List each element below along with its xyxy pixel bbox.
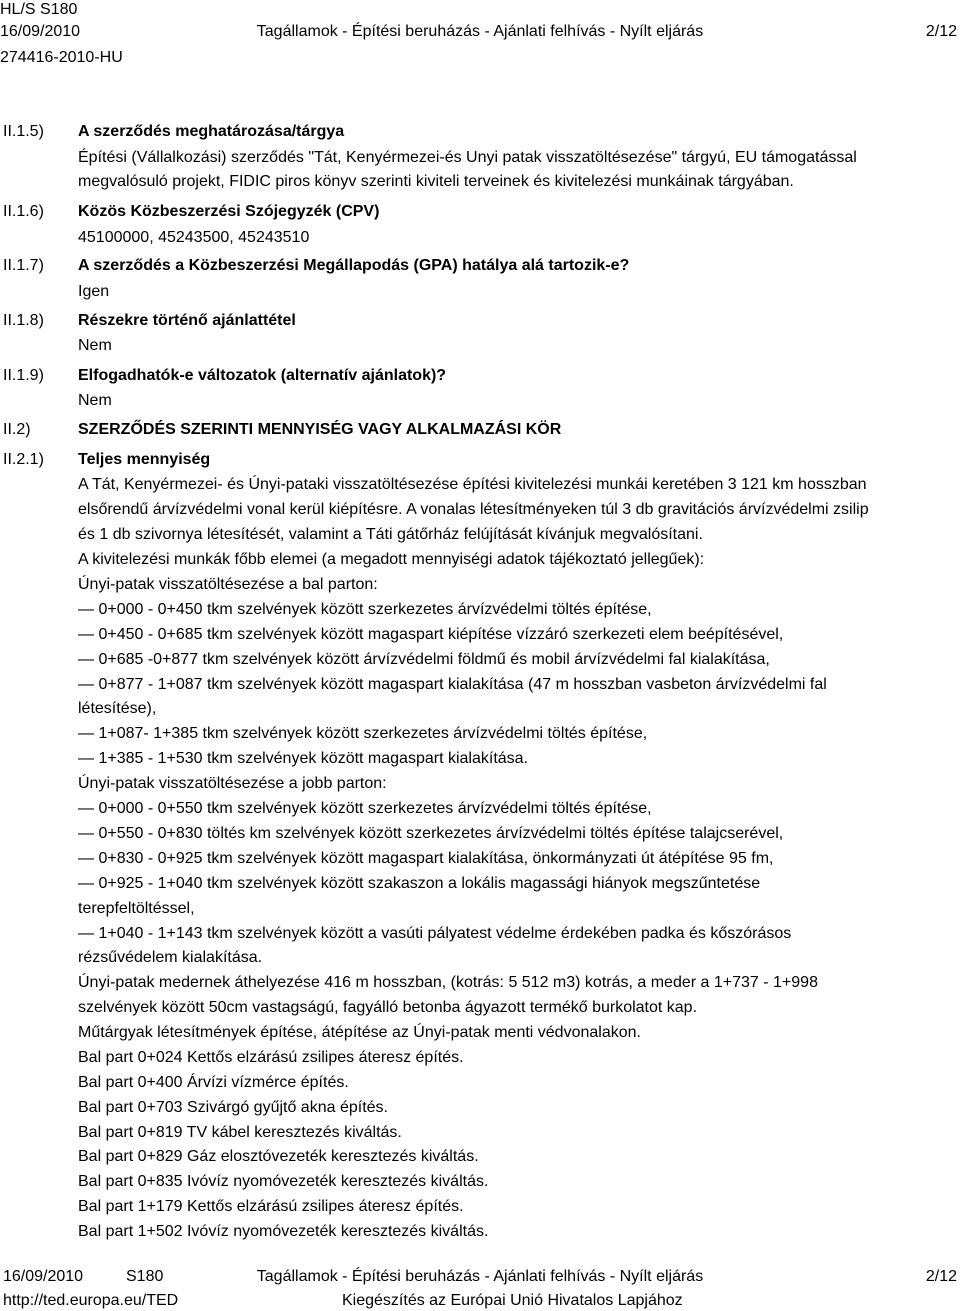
contract-subject-text: Építési (Vállalkozási) szerződés "Tát, Kenyérmezei-és Unyi patak visszatöltésezése" tárgyú, EU támogatással (78, 149, 857, 166)
header-page: 2/12 (925, 23, 957, 40)
section-number-ii-1-7: II.1.7) (3, 257, 44, 274)
text-line: létesítése), (78, 700, 157, 717)
section-number-ii-1-9: II.1.9) (3, 367, 44, 384)
text-line: Bal part 0+703 Szivárgó gyűjtő akna építés. (78, 1099, 388, 1116)
section-number-ii-1-5: II.1.5) (3, 123, 44, 140)
text-line: Bal part 0+819 TV kábel keresztezés kiváltás. (78, 1124, 402, 1141)
text-line: — 0+877 - 1+087 tkm szelvények között magaspart kialakítása (47 m hosszban vasbeton árvízvédelmi fal (78, 676, 827, 693)
text-line: A Tát, Kenyérmezei- és Únyi-pataki visszatöltésezése építési kivitelezési munkái keretében 3 121 km hosszban (78, 476, 867, 493)
section-number-ii-1-8: II.1.8) (3, 312, 44, 329)
text-line: Bal part 0+835 Ivóvíz nyomóvezeték keresztezés kiváltás. (78, 1173, 489, 1190)
header-doc-id: 274416-2010-HU (0, 49, 123, 66)
contract-subject-heading: A szerződés meghatározása/tárgya (78, 123, 345, 140)
cpv-heading: Közös Közbeszerzési Szójegyzék (CPV) (78, 203, 380, 220)
footer-date: 16/09/2010 (3, 1268, 84, 1285)
header-date: 16/09/2010 (0, 23, 81, 40)
text-line: Únyi-patak visszatöltésezése a bal parton: (78, 576, 378, 593)
text-line: — 0+000 - 0+550 tkm szelvények között szerkezetes árvízvédelmi töltés építése, (78, 800, 652, 817)
total-quantity-heading: Teljes mennyiség (78, 451, 211, 468)
text-line: Únyi-patak medernek áthelyezése 416 m hosszban, (kotrás: 5 512 m3) kotrás, a meder a 1+737 - 1+998 (78, 974, 818, 991)
quantity-scope-heading: SZERZŐDÉS SZERINTI MENNYISÉG VAGY ALKALMAZÁSI KÖR (78, 421, 562, 438)
text-line: — 0+000 - 0+450 tkm szelvények között szerkezetes árvízvédelmi töltés építése, (78, 601, 652, 618)
text-line: — 0+830 - 0+925 tkm szelvények között magaspart kialakítása, önkormányzati út átépítése 95 fm, (78, 850, 774, 867)
text-line: — 1+087- 1+385 tkm szelvények között szerkezetes árvízvédelmi töltés építése, (78, 725, 648, 742)
text-line: szelvények között 50cm vastagságú, fagyálló betonba ágyazott termékő burkolatot kap. (78, 999, 698, 1016)
text-line: A kivitelezési munkák főbb elemei (a megadott mennyiségi adatok tájékoztató jellegűek): (78, 551, 705, 568)
text-line: — 1+040 - 1+143 tkm szelvények között a vasúti pályatest védelme érdekében padka és kőszórásos (78, 925, 792, 942)
section-number-ii-2: II.2) (3, 421, 31, 438)
header-title: Tagállamok - Építési beruházás - Ajánlati felhívás - Nyílt eljárás (256, 23, 704, 40)
footer-title: Tagállamok - Építési beruházás - Ajánlati felhívás - Nyílt eljárás (256, 1268, 704, 1285)
contract-subject-text: megvalósuló projekt, FIDIC piros könyv szerinti kiviteli terveinek és kivitelezési munkáinak tárgyában. (78, 173, 794, 190)
text-line: — 0+550 - 0+830 töltés km szelvények között szerkezetes árvízvédelmi töltés építése talajcserével, (78, 825, 784, 842)
gpa-value: Igen (78, 283, 110, 300)
variants-value: Nem (78, 392, 112, 409)
variants-heading: Elfogadhatók-e változatok (alternatív ajánlatok)? (78, 367, 447, 384)
section-number-ii-1-6: II.1.6) (3, 203, 44, 220)
text-line: rézsűvédelem kialakítása. (78, 949, 263, 966)
footer-url[interactable]: http://ted.europa.eu/TED (3, 1292, 179, 1309)
section-number-ii-2-1: II.2.1) (3, 451, 44, 468)
footer-publisher: Kiegészítés az Európai Unió Hivatalos Lapjához (342, 1292, 683, 1309)
text-line: — 1+385 - 1+530 tkm szelvények között magaspart kialakítása. (78, 750, 529, 767)
text-line: — 0+925 - 1+040 tkm szelvények között szakaszon a lokális magassági hiányok megszűntetése (78, 875, 761, 892)
text-line: Bal part 0+024 Kettős elzárású zsilipes áteresz építés. (78, 1049, 464, 1066)
text-line: és 1 db szivornya létesítését, valamint a Táti gátőrház felújítását kívánjuk megvalósítani. (78, 526, 703, 543)
text-line: Bal part 1+179 Kettős elzárású zsilipes áteresz építés. (78, 1198, 464, 1215)
text-line: — 0+450 - 0+685 tkm szelvények között magaspart kiépítése vízzáró szerkezeti elem beépítésével, (78, 626, 784, 643)
gpa-heading: A szerződés a Közbeszerzési Megállapodás (GPA) hatálya alá tartozik-e? (78, 257, 630, 274)
header-series: HL/S S180 (0, 1, 78, 18)
text-line: elsőrendű árvízvédelmi vonal kerül kiépítésre. A vonalas létesítményeken túl 3 db gravitációs árvízvédelmi zsilip (78, 501, 869, 518)
footer-series: S180 (126, 1268, 164, 1285)
text-line: Műtárgyak létesítmények építése, átépítése az Únyi-patak menti védvonalakon. (78, 1024, 641, 1041)
lots-value: Nem (78, 337, 112, 354)
text-line: — 0+685 -0+877 tkm szelvények között árvízvédelmi földmű és mobil árvízvédelmi fal kialakítása, (78, 651, 770, 668)
text-line: Únyi-patak visszatöltésezése a jobb parton: (78, 775, 387, 792)
text-line: terepfeltöltéssel, (78, 900, 195, 917)
text-line: Bal part 0+829 Gáz elosztóvezeték keresztezés kiváltás. (78, 1148, 479, 1165)
text-line: Bal part 0+400 Árvízi vízmérce építés. (78, 1074, 349, 1091)
cpv-value: 45100000, 45243500, 45243510 (78, 229, 310, 246)
lots-heading: Részekre történő ajánlattétel (78, 312, 296, 329)
text-line: Bal part 1+502 Ivóvíz nyomóvezeték keresztezés kiváltás. (78, 1223, 489, 1240)
footer-page: 2/12 (925, 1268, 957, 1285)
